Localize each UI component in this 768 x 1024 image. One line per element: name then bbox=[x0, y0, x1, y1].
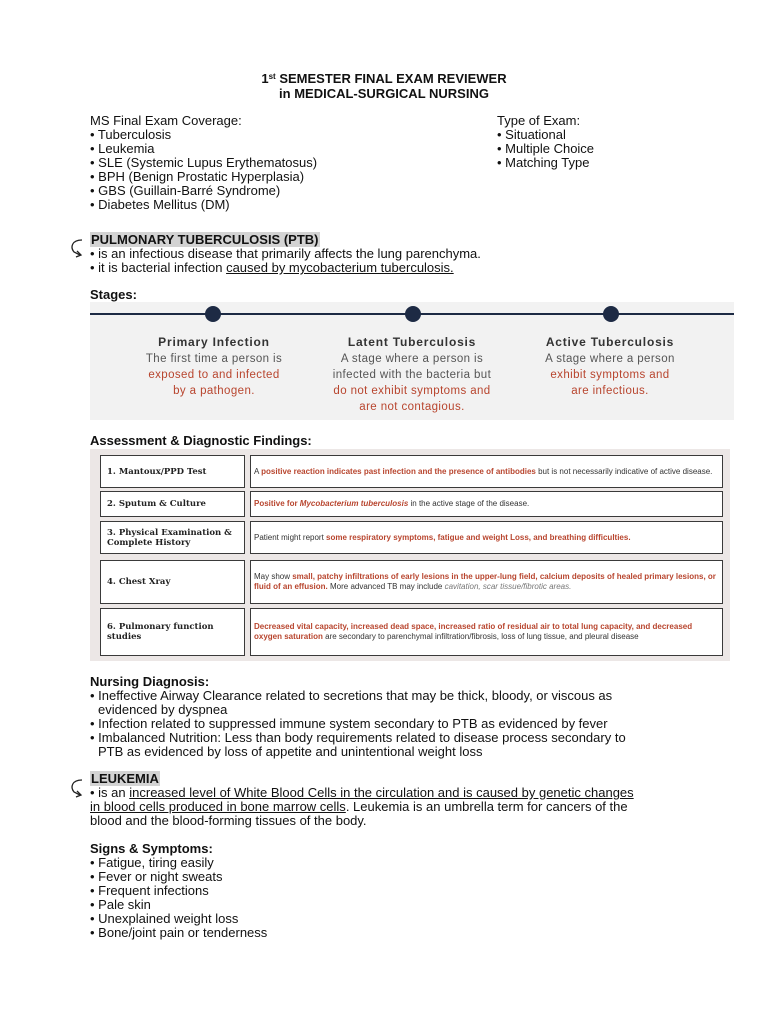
assessment-finding: Patient might report some respiratory symptoms, fatigue and weight Loss, and breathing difficulties. bbox=[250, 521, 723, 554]
leukemia-definition: in blood cells produced in bone marrow cells. Leukemia is an umbrella term for cancers of the bbox=[90, 799, 628, 814]
nursing-diagnosis-item: PTB as evidenced by loss of appetite and unintentional weight loss bbox=[98, 744, 483, 759]
assessment-heading: Assessment & Diagnostic Findings: bbox=[90, 433, 312, 448]
exam-type-item: • Situational bbox=[497, 127, 566, 142]
timeline-dot bbox=[205, 306, 221, 322]
assessment-label: 4. Chest Xray bbox=[100, 560, 245, 604]
coverage-item: • BPH (Benign Prostatic Hyperplasia) bbox=[90, 169, 305, 184]
coverage-item: • Leukemia bbox=[90, 141, 155, 156]
exam-type-item: • Matching Type bbox=[497, 155, 590, 170]
stage-latent-tuberculosis: Latent Tuberculosis A stage where a person is infected with the bacteria but do not exhibit symptoms and are not contagious. bbox=[332, 335, 492, 413]
coverage-item: • SLE (Systemic Lupus Erythematosus) bbox=[90, 155, 318, 170]
assessment-finding: May show small, patchy infiltrations of early lesions in the upper-lung field, calcium deposits of healed primary lesions, or fluid of an effusion. More advanced TB may include cavitation, scar tissue/fibrotic areas. bbox=[250, 560, 723, 604]
nursing-diagnosis-heading: Nursing Diagnosis: bbox=[90, 674, 210, 689]
ptb-heading: PULMONARY TUBERCULOSIS (PTB) bbox=[91, 232, 319, 247]
sign-item: • Frequent infections bbox=[90, 883, 209, 898]
stages-timeline bbox=[90, 302, 734, 420]
stages-heading: Stages: bbox=[90, 287, 137, 302]
leukemia-heading: LEUKEMIA bbox=[91, 771, 159, 786]
coverage-item: • GBS (Guillain-Barré Syndrome) bbox=[90, 183, 281, 198]
ptb-definition: • is an infectious disease that primarily affects the lung parenchyma. bbox=[90, 246, 481, 261]
assessment-label: 6. Pulmonary function studies bbox=[100, 608, 245, 656]
stage-primary-infection: Primary Infection The first time a person is exposed to and infected by a pathogen. bbox=[145, 335, 283, 397]
nursing-diagnosis-item: • Ineffective Airway Clearance related to secretions that may be thick, bloody, or viscous as bbox=[90, 688, 613, 703]
sign-item: • Fever or night sweats bbox=[90, 869, 223, 884]
nursing-diagnosis-item: • Imbalanced Nutrition: Less than body requirements related to disease process secondary to bbox=[90, 730, 626, 745]
nursing-diagnosis-item: evidenced by dyspnea bbox=[98, 702, 228, 717]
coverage-item: • Tuberculosis bbox=[90, 127, 172, 142]
exam-type-heading: Type of Exam: bbox=[497, 113, 581, 128]
sign-item: • Unexplained weight loss bbox=[90, 911, 239, 926]
nursing-diagnosis-item: • Infection related to suppressed immune system secondary to PTB as evidenced by fever bbox=[90, 716, 608, 731]
assessment-label: 2. Sputum & Culture bbox=[100, 491, 245, 517]
timeline-dot bbox=[405, 306, 421, 322]
assessment-table bbox=[90, 449, 730, 661]
signs-heading: Signs & Symptoms: bbox=[90, 841, 213, 856]
assessment-finding: A positive reaction indicates past infection and the presence of antibodies but is not necessarily indicative of active disease. bbox=[250, 455, 723, 488]
timeline-dot bbox=[603, 306, 619, 322]
curved-arrow-icon bbox=[68, 777, 90, 801]
curved-arrow-icon bbox=[68, 237, 90, 261]
assessment-label: 1. Mantoux/PPD Test bbox=[100, 455, 245, 488]
coverage-heading: MS Final Exam Coverage: bbox=[90, 113, 242, 128]
leukemia-definition: blood and the blood-forming tissues of the body. bbox=[90, 813, 367, 828]
exam-type-item: • Multiple Choice bbox=[497, 141, 595, 156]
sign-item: • Pale skin bbox=[90, 897, 151, 912]
leukemia-definition: • is an increased level of White Blood Cells in the circulation and is caused by genetic changes bbox=[90, 785, 634, 800]
assessment-finding: Positive for Mycobacterium tuberculosis in the active stage of the disease. bbox=[250, 491, 723, 517]
assessment-label: 3. Physical Examination & Complete History bbox=[100, 521, 245, 554]
document-title: 1st SEMESTER FINAL EXAM REVIEWER bbox=[261, 71, 507, 86]
stage-active-tuberculosis: Active Tuberculosis A stage where a person exhibit symptoms and are infectious. bbox=[545, 335, 675, 397]
sign-item: • Fatigue, tiring easily bbox=[90, 855, 214, 870]
assessment-finding: Decreased vital capacity, increased dead space, increased ratio of residual air to total lung capacity, and decreased oxygen saturation are secondary to parenchymal infiltration/fibrosis, loss of lung tissue, and pleural disease bbox=[250, 608, 723, 656]
sign-item: • Bone/joint pain or tenderness bbox=[90, 925, 268, 940]
coverage-item: • Diabetes Mellitus (DM) bbox=[90, 197, 230, 212]
ptb-cause: • it is bacterial infection caused by mycobacterium tuberculosis. bbox=[90, 260, 454, 275]
document-subtitle: in MEDICAL-SURGICAL NURSING bbox=[279, 86, 489, 101]
